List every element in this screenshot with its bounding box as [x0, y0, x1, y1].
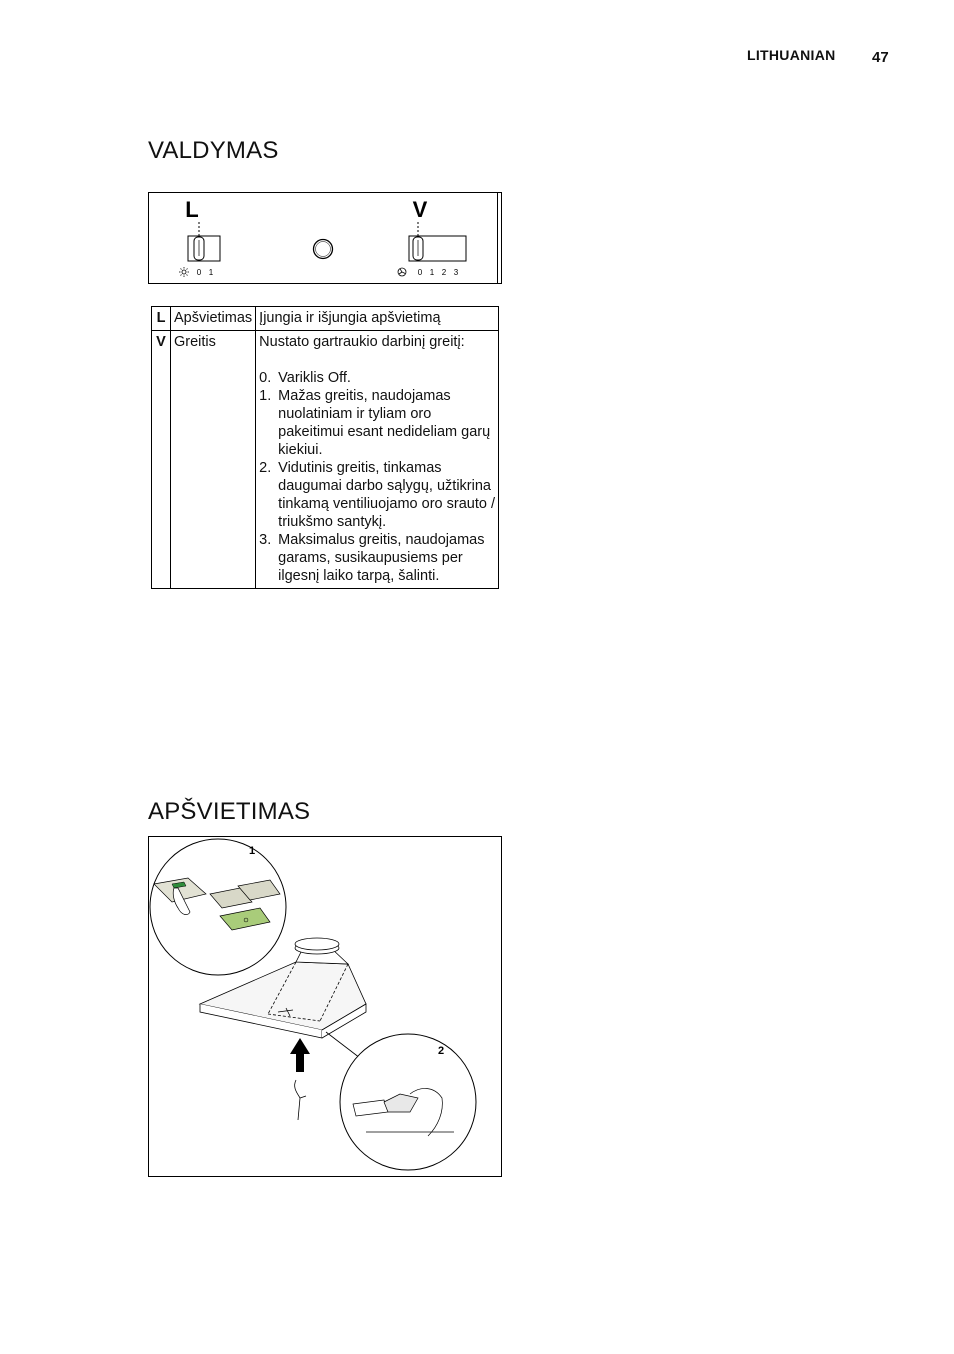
speed-scale-0: 0: [417, 268, 423, 277]
lighting-illustration: [148, 836, 502, 1177]
row-name: Apšvietimas: [171, 307, 256, 331]
item-number: 3.: [259, 532, 272, 548]
light-scale-1: 1: [208, 268, 214, 277]
speed-list: [259, 369, 495, 585]
light-switch: [188, 236, 220, 261]
page-number: 47: [872, 49, 889, 66]
callout-2: 2: [437, 1045, 445, 1057]
list-item: [259, 387, 495, 459]
speed-scale-3: 3: [453, 268, 459, 277]
controls-table: [151, 306, 499, 589]
lamp-detail-circle: [340, 1034, 476, 1170]
panel-label-v: V: [412, 197, 428, 222]
item-text: Maksimalus greitis, naudojamas garams, susikaupusiems per ilgesnį laiko tarpą, šalinti.: [278, 532, 485, 584]
header-language: LITHUANIAN: [747, 47, 836, 63]
indicator-lamp: [314, 240, 333, 259]
item-text: Variklis Off.: [278, 370, 351, 386]
speed-scale-1: 1: [429, 268, 435, 277]
callout-1: 1: [248, 845, 256, 857]
panel-label-l: L: [185, 197, 199, 222]
table-row: [152, 307, 499, 331]
row-name: Greitis: [171, 331, 256, 589]
item-text: Mažas greitis, naudojamas nuolatiniam ir tyliam oro pakeitimui esant nedideliam garų kiekiui.: [278, 388, 491, 458]
item-number: 0.: [259, 370, 272, 386]
row-description: Įjungia ir išjungia apšvietimą: [256, 307, 499, 331]
list-item: [259, 531, 495, 585]
filter-detail-circle: [150, 839, 286, 975]
speed-switch: [409, 236, 466, 261]
list-item: [259, 459, 495, 531]
list-item: [259, 369, 495, 387]
item-number: 2.: [259, 460, 272, 476]
section-title-apsvietimas: APŠVIETIMAS: [148, 798, 311, 825]
row-key: V: [152, 331, 171, 589]
section-title-valdymas: VALDYMAS: [148, 137, 279, 164]
item-text: Vidutinis greitis, tinkamas daugumai darbo sąlygų, užtikrina tinkamą ventiliuojamo oro srauto / triukšmo santykį.: [278, 460, 495, 530]
row-key: L: [152, 307, 171, 331]
row-description: [256, 331, 499, 589]
speed-intro: Nustato gartraukio darbinį greitį:: [259, 334, 465, 350]
light-scale-0: 0: [196, 268, 202, 277]
speed-scale-2: 2: [441, 268, 447, 277]
control-panel-diagram: [148, 192, 502, 284]
item-number: 1.: [259, 388, 272, 404]
table-row: [152, 331, 499, 589]
